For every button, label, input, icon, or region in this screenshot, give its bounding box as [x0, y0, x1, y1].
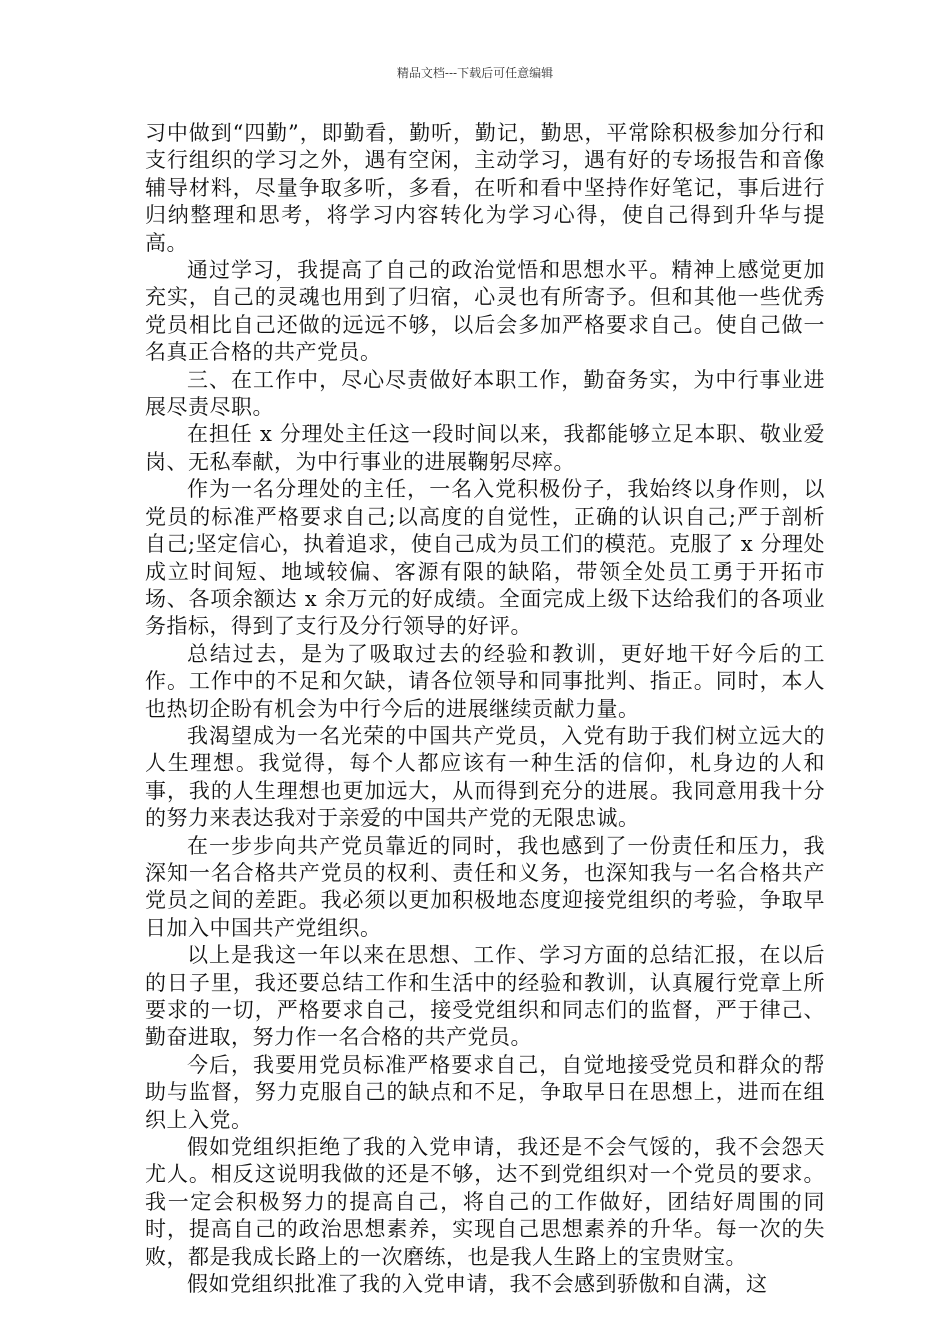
- paragraph: 假如党组织批准了我的入党申请，我不会感到骄傲和自满，这: [187, 1272, 768, 1297]
- document-body: [145, 120, 825, 1298]
- paragraph: 通过学习，我提高了自己的政治觉悟和思想水平。精神上感觉更加充实，自己的灵魂也用到了归宿，心灵也有所寄予。但和其他一些优秀党员相比自己还做的远远不够，以后会多加严格要求自己。使自己做一名真正合格的共产党员。: [145, 258, 825, 365]
- paragraph: 习中做到“四勤”，即勤看，勤听，勤记，勤思，平常除积极参加分行和支行组织的学习之外，遇有空闲，主动学习，遇有好的专场报告和音像辅导材料，尽量争取多听，多看，在听和看中坚持作好笔记，事后进行归纳整理和思考，将学习内容转化为学习心得，使自己得到升华与提高。: [145, 121, 825, 255]
- paragraph: 在一步步向共产党员靠近的同时，我也感到了一份责任和压力，我深知一名合格共产党员的权利、责任和义务，也深知我与一名合格共产党员之间的差距。我必须以更加积极地态度迎接党组织的考验，争取早日加入中国共产党组织。: [145, 833, 825, 940]
- paragraph: 今后，我要用党员标准严格要求自己，自觉地接受党员和群众的帮助与监督，努力克服自己的缺点和不足，争取早日在思想上，进而在组织上入党。: [145, 1052, 825, 1132]
- paragraph: 作为一名分理处的主任，一名入党积极份子，我始终以身作则，以党员的标准严格要求自己;以高度的自觉性，正确的认识自己;严于剖析自己;坚定信心，执着追求，使自己成为员工们的模范。克服了 x 分理处成立时间短、地域较偏、客源有限的缺陷，带领全处员工勇于开拓市场、各项余额达 x 余万元的好成绩。全面完成上级下达给我们的各项业务指标，得到了支行及分行领导的好评。: [145, 477, 825, 639]
- paragraph: 以上是我这一年以来在思想、工作、学习方面的总结汇报，在以后的日子里，我还要总结工作和生活中的经验和教训，认真履行党章上所要求的一切，严格要求自己，接受党组织和同志们的监督，严于律己、勤奋进取，努力作一名合格的共产党员。: [145, 943, 825, 1050]
- section-heading: 三、在工作中，尽心尽责做好本职工作，勤奋务实，为中行事业进展尽责尽职。: [145, 367, 825, 420]
- paragraph: 总结过去，是为了吸取过去的经验和教训，更好地干好今后的工作。工作中的不足和欠缺，请各位领导和同事批判、指正。同时，本人也热切企盼有机会为中行今后的进展继续贡献力量。: [145, 641, 825, 721]
- paragraph: 在担任 x 分理处主任这一段时间以来，我都能够立足本职、敬业爱岗、无私奉献，为中行事业的进展鞠躬尽瘁。: [145, 422, 825, 474]
- paragraph: 我渴望成为一名光荣的中国共产党员，入党有助于我们树立远大的人生理想。我觉得，每个人都应该有一种生活的信仰，札身边的人和事，我的人生理想也更加远大，从而得到充分的进展。我同意用我十分的努力来表达我对于亲爱的中国共产党的无限忠诚。: [145, 723, 825, 831]
- paragraph: 假如党组织拒绝了我的入党申请，我还是不会气馁的，我不会怨天尤人。相反这说明我做的还是不够，达不到党组织对一个党员的要求。我一定会积极努力的提高自己，将自己的工作做好，团结好周围的同时，提高自己的政治思想素养，实现自己思想素养的升华。每一次的失败，都是我成长路上的一次磨练，也是我人生路上的宝贵财宝。: [145, 1135, 825, 1269]
- page-header: 精品文档---下载后可任意编辑: [396, 66, 554, 80]
